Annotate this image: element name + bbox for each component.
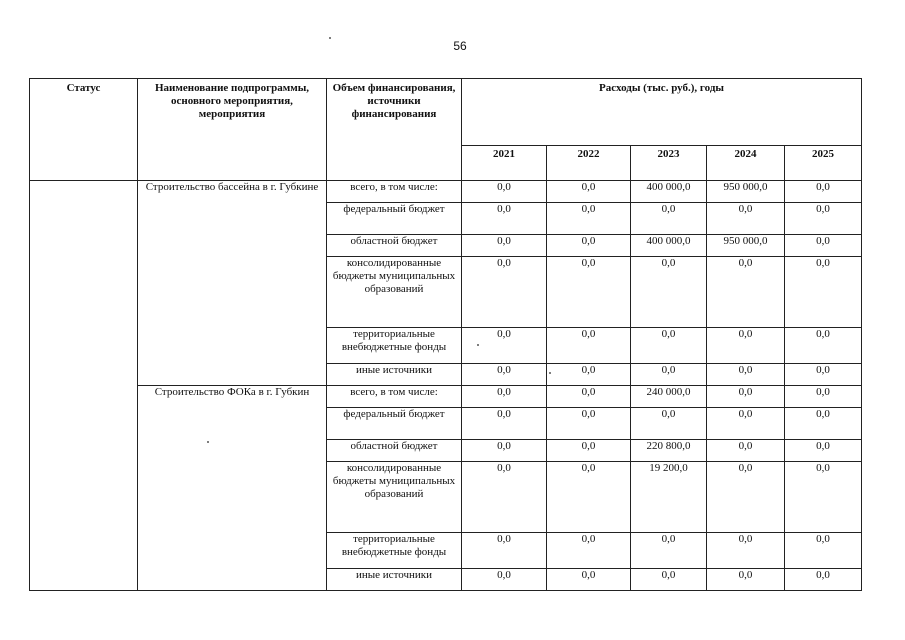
activity-name: Строительство ФОКа в г. Губкин <box>138 386 327 591</box>
amount-cell: 0,0 <box>547 533 631 569</box>
amount-cell: 0,0 <box>462 462 547 533</box>
amount-cell: 0,0 <box>547 440 631 462</box>
amount-cell: 400 000,0 <box>631 181 707 203</box>
amount-cell: 0,0 <box>547 386 631 408</box>
funding-source: территориальные внебюджетные фонды <box>327 533 462 569</box>
amount-cell: 0,0 <box>707 257 785 328</box>
table-row <box>30 181 862 203</box>
funding-source: иные источники <box>327 569 462 591</box>
amount-cell: 0,0 <box>785 408 862 440</box>
amount-cell: 400 000,0 <box>631 235 707 257</box>
amount-cell: 0,0 <box>462 569 547 591</box>
amount-cell: 0,0 <box>631 328 707 364</box>
header-status: Статус <box>30 79 138 181</box>
header-year: 2024 <box>707 146 785 181</box>
amount-cell: 0,0 <box>547 462 631 533</box>
header-year: 2023 <box>631 146 707 181</box>
funding-source: консолидированные бюджеты муниципальных образований <box>327 257 462 328</box>
amount-cell: 0,0 <box>631 364 707 386</box>
amount-cell: 0,0 <box>631 203 707 235</box>
financing-table-wrapper <box>29 78 862 591</box>
header-year: 2025 <box>785 146 862 181</box>
amount-cell: 0,0 <box>785 235 862 257</box>
scan-speck <box>329 37 331 39</box>
activity-name: Строительство бассейна в г. Губкине <box>138 181 327 386</box>
amount-cell: 0,0 <box>547 408 631 440</box>
amount-cell: 0,0 <box>785 462 862 533</box>
funding-source: иные источники <box>327 364 462 386</box>
amount-cell: 0,0 <box>785 569 862 591</box>
amount-cell: 0,0 <box>462 364 547 386</box>
amount-cell: 0,0 <box>785 533 862 569</box>
amount-cell: 0,0 <box>462 533 547 569</box>
status-cell <box>30 181 138 591</box>
amount-cell: 0,0 <box>707 386 785 408</box>
amount-cell: 0,0 <box>631 533 707 569</box>
amount-cell: 220 800,0 <box>631 440 707 462</box>
amount-cell: 0,0 <box>547 257 631 328</box>
amount-cell: 0,0 <box>707 462 785 533</box>
amount-cell: 0,0 <box>785 440 862 462</box>
funding-source: консолидированные бюджеты муниципальных образований <box>327 462 462 533</box>
amount-cell: 0,0 <box>462 386 547 408</box>
financing-table <box>29 78 862 591</box>
header-volume: Объем финансирования, источники финансирования <box>327 79 462 181</box>
funding-source: областной бюджет <box>327 235 462 257</box>
amount-cell: 19 200,0 <box>631 462 707 533</box>
amount-cell: 0,0 <box>785 181 862 203</box>
funding-source: федеральный бюджет <box>327 203 462 235</box>
header-name: Наименование подпрограммы, основного мероприятия, мероприятия <box>138 79 327 181</box>
amount-cell: 0,0 <box>785 364 862 386</box>
amount-cell: 0,0 <box>707 569 785 591</box>
amount-cell: 0,0 <box>785 203 862 235</box>
header-expenses: Расходы (тыс. руб.), годы <box>462 79 862 146</box>
amount-cell: 0,0 <box>462 181 547 203</box>
header-year: 2021 <box>462 146 547 181</box>
funding-source: всего, в том числе: <box>327 181 462 203</box>
amount-cell: 240 000,0 <box>631 386 707 408</box>
amount-cell: 0,0 <box>547 364 631 386</box>
amount-cell: 0,0 <box>631 408 707 440</box>
amount-cell: 0,0 <box>547 569 631 591</box>
funding-source: всего, в том числе: <box>327 386 462 408</box>
amount-cell: 0,0 <box>547 181 631 203</box>
amount-cell: 0,0 <box>785 328 862 364</box>
amount-cell: 0,0 <box>462 440 547 462</box>
amount-cell: 0,0 <box>785 257 862 328</box>
funding-source: федеральный бюджет <box>327 408 462 440</box>
table-row <box>30 386 862 408</box>
amount-cell: 0,0 <box>707 440 785 462</box>
amount-cell: 0,0 <box>462 328 547 364</box>
table-body <box>30 181 862 591</box>
header-year: 2022 <box>547 146 631 181</box>
amount-cell: 0,0 <box>462 257 547 328</box>
amount-cell: 0,0 <box>547 235 631 257</box>
amount-cell: 0,0 <box>707 364 785 386</box>
amount-cell: 0,0 <box>547 203 631 235</box>
amount-cell: 0,0 <box>707 533 785 569</box>
amount-cell: 0,0 <box>462 203 547 235</box>
amount-cell: 0,0 <box>707 408 785 440</box>
amount-cell: 0,0 <box>462 408 547 440</box>
amount-cell: 0,0 <box>785 386 862 408</box>
amount-cell: 950 000,0 <box>707 181 785 203</box>
funding-source: территориальные внебюджетные фонды <box>327 328 462 364</box>
funding-source: областной бюджет <box>327 440 462 462</box>
amount-cell: 0,0 <box>707 328 785 364</box>
amount-cell: 0,0 <box>707 203 785 235</box>
page-number: 56 <box>453 39 467 53</box>
amount-cell: 0,0 <box>547 328 631 364</box>
amount-cell: 0,0 <box>631 257 707 328</box>
amount-cell: 0,0 <box>631 569 707 591</box>
amount-cell: 950 000,0 <box>707 235 785 257</box>
amount-cell: 0,0 <box>462 235 547 257</box>
